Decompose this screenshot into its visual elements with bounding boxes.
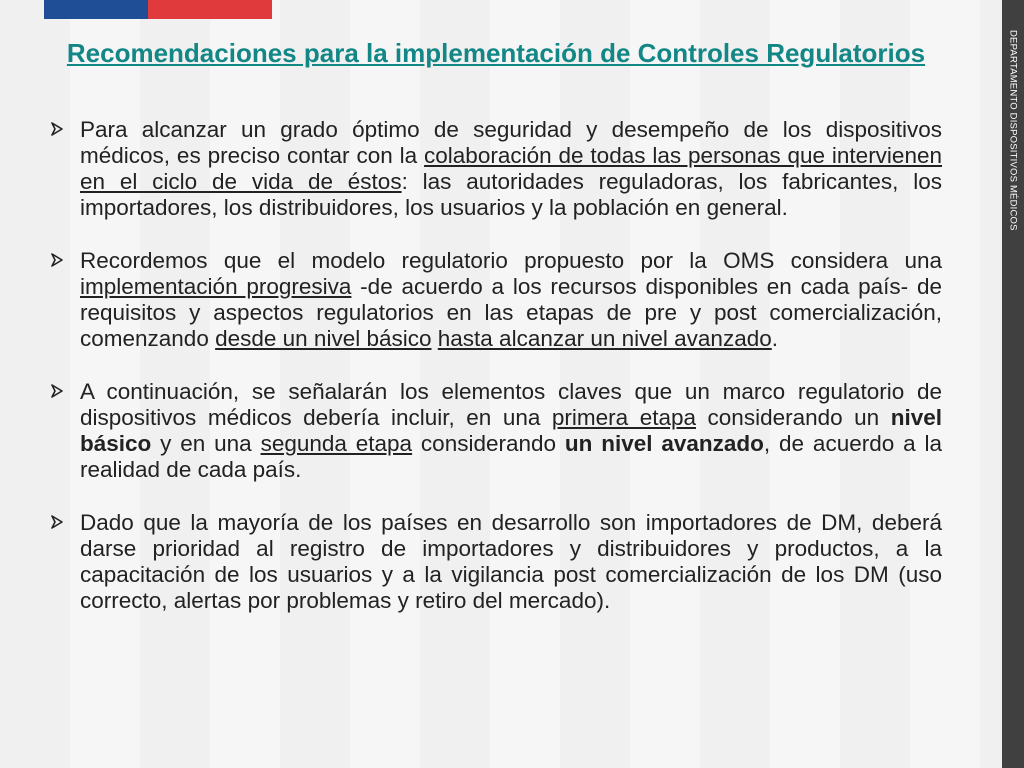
bullet-underlined-text: segunda etapa — [260, 431, 413, 456]
bullet-bold-text: nivel básico — [80, 405, 943, 456]
bullet-underlined-text: hasta alcanzar un nivel avanzado — [437, 326, 772, 351]
arrow-bullet-icon — [50, 384, 64, 398]
arrow-bullet-icon — [50, 122, 64, 136]
arrow-bullet-icon — [50, 515, 64, 529]
bullet-underlined-text: colaboración de todas las personas que intervienen en el ciclo de vida de éstos — [80, 143, 942, 194]
bullet-text: considerando — [412, 431, 565, 456]
bullet-list — [50, 117, 942, 641]
flag-red-bar — [148, 0, 272, 19]
bullet-item — [50, 117, 942, 221]
bullet-bold-text: un nivel avanzado — [564, 431, 764, 456]
bullet-text: Recordemos que el modelo regulatorio propuesto por la OMS considera una — [80, 248, 942, 273]
side-label: DEPARTAMENTO DISPOSITIVOS MÉDICOS — [1007, 30, 1019, 231]
bullet-text: Para alcanzar un grado óptimo de seguridad y desempeño de los dispositivos médicos, es preciso contar con la — [80, 117, 942, 168]
arrow-bullet-icon — [50, 253, 64, 267]
flag-blue-bar — [44, 0, 148, 19]
bullet-item — [50, 510, 942, 614]
bullet-text: -de acuerdo a los recursos disponibles en cada país- de requisitos y aspectos regulatorios en las etapas de pre y post comercialización, comenzando — [80, 274, 942, 351]
bullet-underlined-text: primera etapa — [551, 405, 697, 430]
bullet-text: y en una — [151, 431, 261, 456]
bullet-item — [50, 248, 942, 352]
bullet-text: , de acuerdo a la realidad de cada país. — [80, 431, 942, 482]
bullet-item — [50, 379, 942, 483]
bullet-underlined-text: desde un nivel básico — [215, 326, 432, 351]
bullet-text: considerando un — [696, 405, 891, 430]
bullet-text: . — [771, 326, 779, 351]
bullet-text: : las autoridades reguladoras, los fabricantes, los importadores, los distribuidores, los usuarios y la población en general. — [80, 169, 942, 220]
bullet-text: A continuación, se señalarán los elementos claves que un marco regulatorio de dispositivos médicos debería incluir, en una — [80, 379, 942, 430]
bullet-text: Dado que la mayoría de los países en desarrollo son importadores de DM, deberá darse prioridad al registro de importadores y distribuidores y productos, a la capacitación de los usuarios y a la vigilancia post comercialización de los DM (uso correcto, alertas por problemas y retiro del mercado). — [80, 510, 942, 613]
slide-title: Recomendaciones para la implementación de Controles Regulatorios — [66, 38, 926, 68]
side-label-container — [1002, 30, 1024, 270]
bullet-underlined-text: implementación progresiva — [80, 274, 352, 299]
